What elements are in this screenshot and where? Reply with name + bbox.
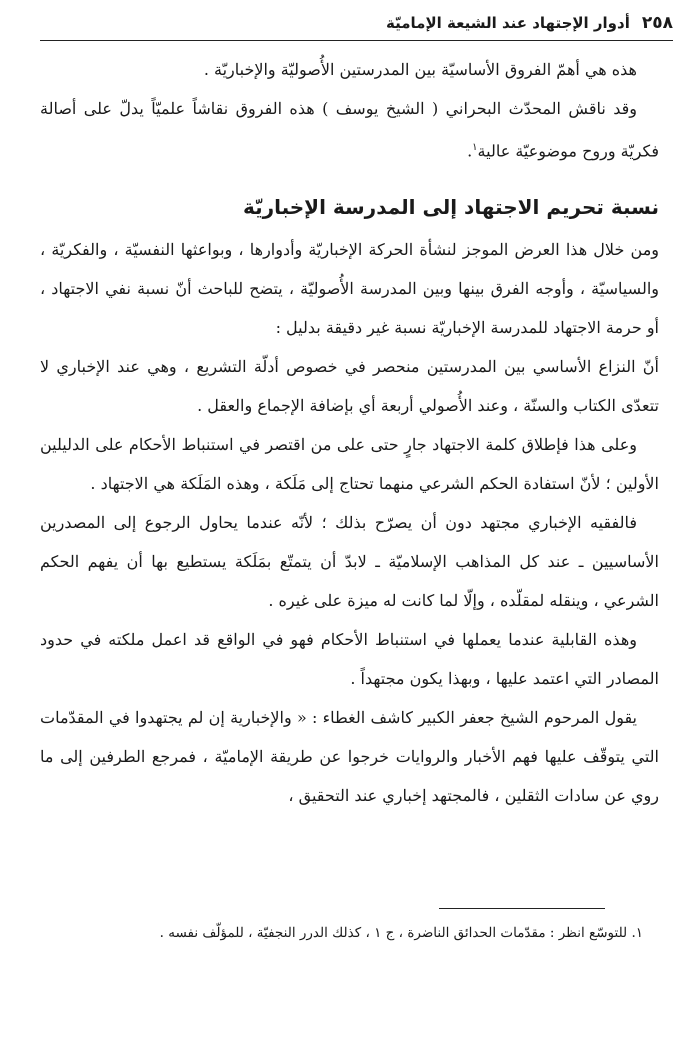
running-title: أدوار الإجتهاد عند الشيعة الإماميّة xyxy=(386,14,630,32)
section-paragraph-2: أنّ النزاع الأساسي بين المدرستين منحصر في خصوص أدلّة التشريع ، وهي عند الإخباري لا تتعدّى الكتاب والسنّة ، وعند الأُصولي أربعة أي بإضافة الإجماع والعقل . xyxy=(40,357,659,416)
page-body xyxy=(40,50,659,815)
section-paragraph-1: ومن خلال هذا العرض الموجز لنشأة الحركة الإخباريّة وأدوارها ، وبواعثها النفسيّة ، والفكريّة ، والسياسيّة ، وأوجه الفرق بينها وبين المدرسة الأُصوليّة ، يتضح للباحث أنّ نسبة نفي الاجتهاد ، أو حرمة الاجتهاد للمدرسة الإخباريّة نسبة غير دقيقة بدليل : xyxy=(40,240,659,338)
footnote: ١. للتوسّع انظر : مقدّمات الحدائق الناضرة ، ج ١ ، كذلك الدرر النجفيّة ، للمؤلّف نفسه . xyxy=(159,925,643,941)
footnote-divider xyxy=(439,908,605,909)
page-number: ٢٥٨ xyxy=(641,13,673,33)
section-paragraph-6: يقول المرحوم الشيخ جعفر الكبير كاشف الغطاء : « والإخبارية إن لم يجتهدوا في المقدّمات التي يتوقّف عليها فهم الأخبار والروايات خرجوا عن طريقة الإماميّة ، فمرجع الطرفين إلى ما روي عن سادات الثقلين ، فالمجتهد إخباري عند التحقيق ، xyxy=(40,708,659,806)
section-paragraph-4: فالفقيه الإخباري مجتهد دون أن يصرّح بذلك ؛ لأنّه عندما يحاول الرجوع إلى المصدرين الأساسيين ـ عند كل المذاهب الإسلاميّة ـ لابدّ أن يتمتّع بمَلَكة يستطيع بها أن يفهم الحكم الشرعي ، وينقله لمقلّده ، وإلّا لما كانت له ميزة على غيره . xyxy=(40,513,659,611)
intro-paragraph-1: هذه هي أهمّ الفروق الأساسيّة بين المدرستين الأُصوليّة والإخباريّة . xyxy=(203,60,637,79)
running-header xyxy=(40,6,673,41)
intro-paragraph-2-end: . xyxy=(467,141,473,161)
footnote-ref-1: ١ xyxy=(472,142,478,153)
intro-paragraph-2-text: وقد ناقش المحدّث البحراني ( الشيخ يوسف ) هذه الفروق نقاشاً علميّاً يدلّ على أصالة فكريّة وروح موضوعيّة عالية xyxy=(40,99,659,161)
section-paragraph-5: وهذه القابلية عندما يعملها في استنباط الأحكام فهو في الواقع قد اعمل ملكته في حدود المصادر التي اعتمد عليها ، وبهذا يكون مجتهداً . xyxy=(40,630,659,689)
intro-paragraph-2 xyxy=(40,89,659,170)
section-heading: نسبة تحريم الاجتهاد إلى المدرسة الإخباريّة xyxy=(242,195,659,220)
section-paragraph-3: وعلى هذا فإطلاق كلمة الاجتهاد جارٍ حتى على من اقتصر في استنباط الأحكام على الدليلين الأولين ؛ لأنّ استفادة الحكم الشرعي منهما تحتاج إلى مَلَكة ، وهذه المَلَكة هي الاجتهاد . xyxy=(40,435,659,494)
